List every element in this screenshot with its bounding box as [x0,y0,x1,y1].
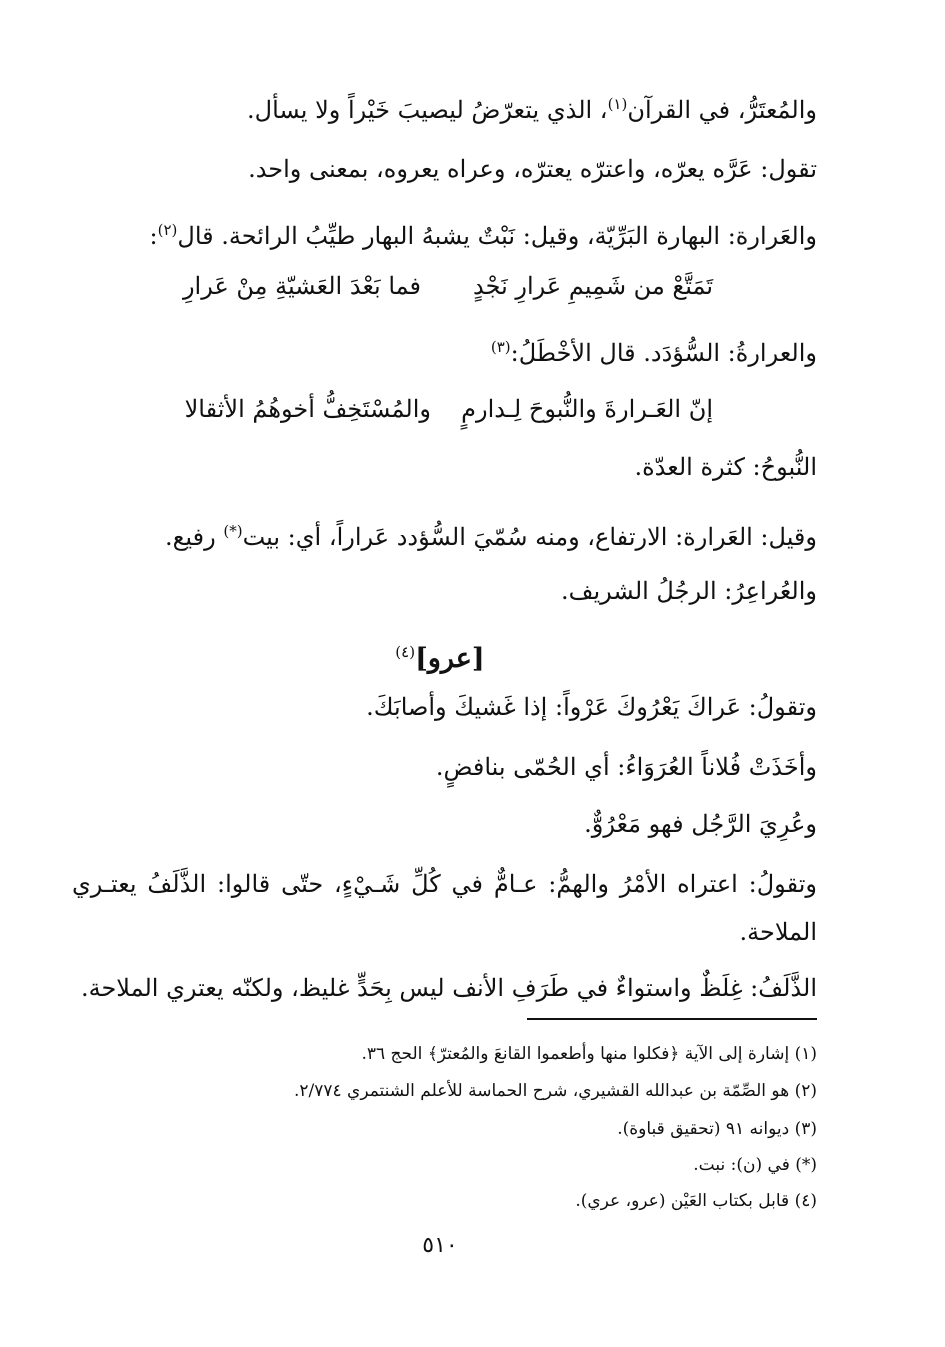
footnote-3: (٣) ديوانه ٩١ (تحقيق قباوة). [617,1119,817,1139]
verse-2-second-hemistich: والمُسْتَخِفُّ أخوهُمُ الأثقالا [184,395,431,423]
footnote-separator [527,1018,817,1020]
footnote-star: (*) في (ن): نبت. [693,1155,817,1175]
section-heading-text: [عرو] [415,643,485,674]
text-line-10: وعُرِيَ الرَّجُل فهو مَعْرُوٌّ. [584,810,817,838]
text-line-12: الملاحة. [739,918,817,946]
footnote-1: (١) إشارة إلى الآية ﴿فكلوا منها وأطعموا القانعَ والمُعترّ﴾ الحج ٣٦. [361,1044,817,1064]
text-line-3 [72,210,817,256]
text-line-11: وتقولُ: اعتراه الأمْرُ والهمُّ: عـامٌّ في كُلِّ شَـيْءٍ، حتّى قالوا: الذَّلَفُ يعتـري [72,870,817,898]
footnote-ref-star: (*) [223,522,243,540]
page-number: ٥١٠ [422,1233,458,1258]
line-1-tail: ، الذي يتعرّضُ ليصيبَ خَيْراً ولا يسأل. [247,96,608,124]
section-heading [0,632,880,679]
footnote-4: (٤) قابل بكتاب العَيْن (عرو، عري). [575,1191,817,1211]
line-1-text: والمُعتَرُّ، في القرآن [627,96,817,124]
text-line-7: والعُراعِرُ: الرجُلُ الشريف. [561,577,817,605]
verse-1-second-hemistich: فما بَعْدَ العَشيّةِ مِنْ عَرارِ [182,272,421,300]
footnote-ref-2: (٢) [157,221,178,239]
text-line-1 [127,84,817,130]
text-line-13: الذَّلَفُ: غِلَظٌ واستواءٌ في طَرَفِ الأنف ليس بِحَدٍّ غليظ، ولكنّه يعتري الملاحة. [80,974,817,1002]
line-3-text: والعَرارة: البهارة البَرِّيّة، وقيل: نَبْتٌ يشبهُ البهار طيِّبُ الرائحة. قال [177,222,817,250]
verse-1-first-hemistich: تَمَتَّعْ من شَمِيمِ عَرارِ نَجْدٍ [473,272,713,300]
footnote-ref-4: (٤) [395,643,416,661]
line-3-tail: : [149,222,158,250]
line-4-text: والعرارةُ: السُّؤدَد. قال الأخْطَلُ: [510,339,817,367]
text-line-2: تقول: عَرَّه يعرّه، واعترّه يعترّه، وعراه يعروه، بمعنى واحد. [248,155,817,183]
text-line-4 [127,327,817,373]
text-line-6 [72,511,817,557]
footnote-2: (٢) هو الصِّمّة بن عبدالله القشيري، شرح الحماسة للأعلم الشنتمري ٢/٧٧٤. [293,1081,817,1101]
footnote-ref-1: (١) [607,95,628,113]
footnote-ref-3: (٣) [490,338,511,356]
text-line-8: وتقولُ: عَراكَ يَعْرُوكَ عَرْواً: إذا غَشيكَ وأصابَكَ. [366,693,817,721]
text-line-9: وأخَذَتْ فُلاناً العُرَوَاءُ: أي الحُمّى بنافضٍ. [435,753,817,781]
line-6-tail: رفيع. [165,523,224,551]
text-line-5: النُّبوحُ: كثرة العدّة. [634,453,817,481]
line-6-text: وقيل: العَرارة: الارتفاع، ومنه سُمّيَ السُّؤدد عَراراً، أي: بيت [242,523,817,551]
verse-2-first-hemistich: إنّ العَـرارةَ والنُّبوحَ لِـدارمٍ [461,395,713,423]
